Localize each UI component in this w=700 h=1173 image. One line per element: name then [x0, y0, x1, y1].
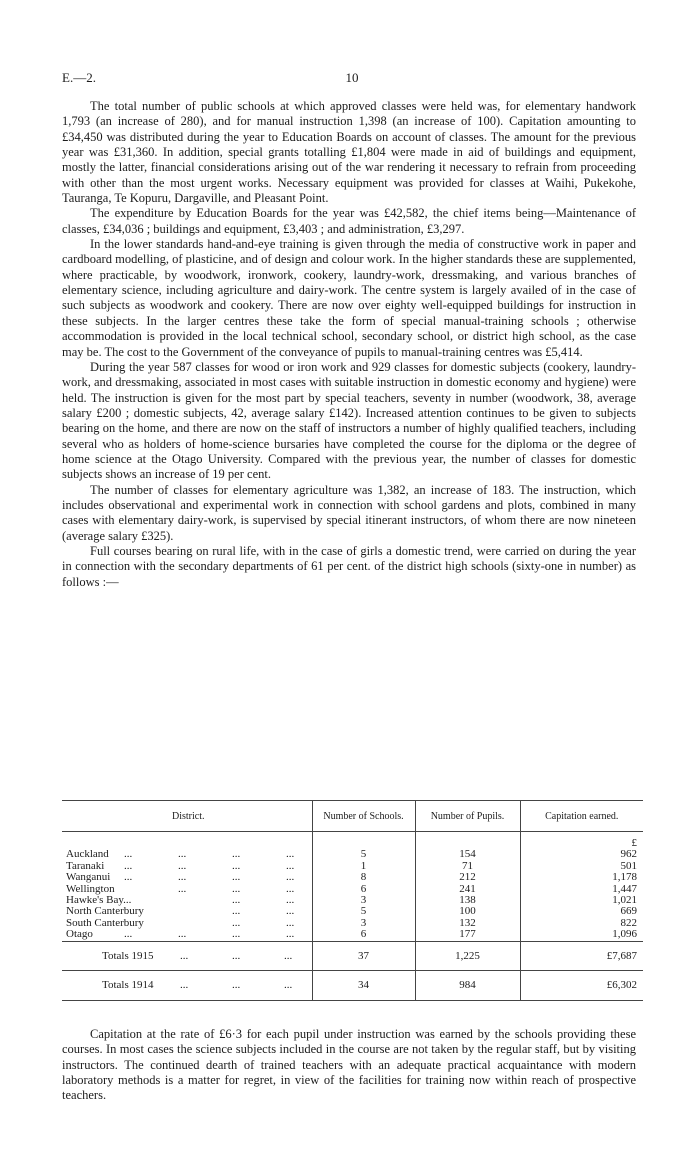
paragraph: The total number of public schools at which approved classes were held was, for elementary handwork 1,793 (an increase of 280), and for manual instruction 1,398 (an increase of 100). Capitation amounting to £34,450 was distributed during the year to Education Boards on account of classes. The amount for the previous year was £31,360. In addition, special grants totalling £1,804 were made in aid of buildings and equipment, mostly the latter, financial considerations arising out of the war rendering it necessary to refrain from proceeding with other than the most urgent works. Necessary equipment was provided for classes at Waihi, Pukekohe, Tauranga, Te Kopuru, Dargaville, and Pleasant Point.: [62, 99, 636, 206]
capitation-cell: 1,021: [520, 895, 643, 906]
totals-row: [62, 941, 643, 970]
capitation-cell: 669: [520, 906, 643, 917]
leader-dots: ...: [124, 871, 133, 884]
schools-cell: 3: [312, 918, 415, 929]
table-row: [62, 849, 643, 860]
district-name: Taranaki: [66, 859, 105, 872]
district-name: North Canterbury: [66, 905, 144, 918]
total-capitation-cell: £6,302: [520, 970, 643, 1000]
leader-dots: ...: [232, 882, 241, 895]
currency-row: [62, 838, 643, 849]
leader-dots: ...: [178, 871, 187, 884]
schools-cell: 1: [312, 861, 415, 872]
leader-dots: ...: [286, 859, 295, 872]
capitation-cell: 501: [520, 861, 643, 872]
leader-dots: ...: [286, 848, 295, 861]
leader-dots: ...: [178, 848, 187, 861]
district-high-schools-table: [62, 800, 643, 1001]
table-row: [62, 872, 643, 883]
totals-label: Totals 1915: [102, 949, 154, 962]
leader-dots: ...: [124, 848, 133, 861]
table-row: [62, 884, 643, 895]
total-pupils-cell: 984: [415, 970, 520, 1000]
table-row: [62, 861, 643, 872]
paragraph: Capitation at the rate of £6·3 for each pupil under instruction was earned by the schools providing these courses. In most cases the science subjects included in the course are not taken by the regular staff, but by visiting instructors. The continued dearth of trained teachers with an adequate practical acquaintance with modern laboratory methods is a matter for regret, in view of the facilities for training now within reach of prospective teachers.: [62, 1027, 636, 1103]
page-header: [62, 70, 642, 88]
report-reference: E.—2.: [62, 70, 96, 85]
leader-dots: ...: [286, 928, 295, 941]
leader-dots: ...: [286, 871, 295, 884]
leader-dots: ...: [178, 859, 187, 872]
table-row: [62, 895, 643, 906]
pupils-cell: 132: [415, 918, 520, 929]
pupils-cell: 212: [415, 872, 520, 883]
paragraph: During the year 587 classes for wood or iron work and 929 classes for domestic subjects (cookery, laundry-work, and dressmaking, associated in most cases with suitable instruction in domestic economy and hygiene) were held. The instruction is given for the most part by special teachers, seventy in number (woodwork, 38, average salary £200 ; domestic subjects, 42, average salary £142). Increased attention continues to be given to subjects bearing on the home, and there are now on the staff of instructors a number of highly qualified teachers, including several who as holders of home-science bursaries have completed the course for the diploma or the degree of home science at the Otago University. Compared with the previous year, the number of classes for domestic subjects shows an increase of 19 per cent.: [62, 359, 636, 482]
capitation-cell: 1,178: [520, 872, 643, 883]
leader-dots: ...: [178, 882, 187, 895]
leader-dots: ...: [178, 928, 187, 941]
leader-dots: ...: [286, 916, 295, 929]
paragraph: The expenditure by Education Boards for the year was £42,582, the chief items being—Maintenance of classes, £34,036 ; buildings and equipment, £3,403 ; and administration, £3,297.: [62, 206, 636, 236]
total-capitation-cell: £7,687: [520, 941, 643, 970]
district-name: Otago: [66, 928, 93, 941]
schools-cell: 6: [312, 929, 415, 941]
body-text: [62, 99, 636, 590]
pupils-cell: 138: [415, 895, 520, 906]
district-name: Wellington: [66, 882, 115, 895]
leader-dots: ...: [286, 905, 295, 918]
table-header-row: [62, 801, 643, 832]
schools-cell: 5: [312, 906, 415, 917]
district-name: Wanganui: [66, 871, 111, 884]
pupils-cell: 71: [415, 861, 520, 872]
leader-dots: ...: [286, 894, 295, 907]
leader-dots: ...: [232, 905, 241, 918]
district-name: Hawke's Bay...: [66, 894, 132, 907]
capitation-cell: 822: [520, 918, 643, 929]
paragraph: In the lower standards hand-and-eye training is given through the media of constructive work in paper and cardboard modelling, of plasticine, and of design and colour work. In the higher standards these are supplemented, where practicable, by woodwork, ironwork, cookery, laundry-work, dressmaking, and various branches of elementary science, including agriculture and dairy-work. The centre system is largely availed of in the case of such subjects as woodwork and cookery. There are now over eighty well-equipped buildings for instruction in these subjects. In the larger centres these take the form of special manual-training schools ; otherwise accommodation is provided in the local technical school, secondary school, or district high school, as the case may be. The cost to the Government of the conveyance of pupils to manual-training centres was £5,414.: [62, 237, 636, 359]
closing-text: [62, 1027, 636, 1104]
leader-dots: ...: [232, 978, 241, 991]
page-number: 10: [345, 70, 359, 85]
leader-dots: ...: [284, 949, 293, 962]
paragraph: The number of classes for elementary agriculture was 1,382, an increase of 183. The instruction, which includes observational and experimental work in connection with school gardens and plots, combined in many cases with elementary dairy-work, is supervised by special itinerant instructors, of whom there are now nineteen (average salary £325).: [62, 482, 636, 543]
leader-dots: ...: [124, 859, 133, 872]
leader-dots: ...: [232, 928, 241, 941]
leader-dots: ...: [284, 978, 293, 991]
pupils-cell: 154: [415, 849, 520, 860]
pupils-cell: 100: [415, 906, 520, 917]
total-schools-cell: 34: [312, 970, 415, 1000]
pupils-cell: 241: [415, 884, 520, 895]
column-header-pupils: Number of Pupils.: [415, 801, 520, 832]
table-row: [62, 918, 643, 929]
schools-cell: 5: [312, 849, 415, 860]
leader-dots: ...: [232, 894, 241, 907]
schools-cell: 3: [312, 895, 415, 906]
table-row: [62, 929, 643, 941]
total-pupils-cell: 1,225: [415, 941, 520, 970]
pupils-cell: 177: [415, 929, 520, 941]
leader-dots: ...: [180, 949, 189, 962]
leader-dots: ...: [232, 949, 241, 962]
schools-cell: 8: [312, 872, 415, 883]
totals-row: [62, 970, 643, 1000]
paragraph: Full courses bearing on rural life, with in the case of girls a domestic trend, were carried on during the year in connection with the secondary departments of 61 per cent. of the district high schools (sixty-one in number) as follows :—: [62, 543, 636, 589]
column-header-schools: Number of Schools.: [312, 801, 415, 832]
capitation-cell: 962: [520, 849, 643, 860]
leader-dots: ...: [232, 848, 241, 861]
district-name: Auckland: [66, 848, 109, 861]
totals-label: Totals 1914: [102, 978, 154, 991]
column-header-district: District.: [62, 801, 312, 832]
column-header-capitation: Capitation earned.: [520, 801, 643, 832]
leader-dots: ...: [286, 882, 295, 895]
leader-dots: ...: [232, 871, 241, 884]
district-name: South Canterbury: [66, 916, 144, 929]
currency-symbol: £: [520, 838, 643, 849]
capitation-cell: 1,096: [520, 929, 643, 941]
leader-dots: ...: [232, 859, 241, 872]
capitation-cell: 1,447: [520, 884, 643, 895]
schools-cell: 6: [312, 884, 415, 895]
total-schools-cell: 37: [312, 941, 415, 970]
leader-dots: ...: [124, 928, 133, 941]
leader-dots: ...: [180, 978, 189, 991]
table-row: [62, 906, 643, 917]
leader-dots: ...: [232, 916, 241, 929]
